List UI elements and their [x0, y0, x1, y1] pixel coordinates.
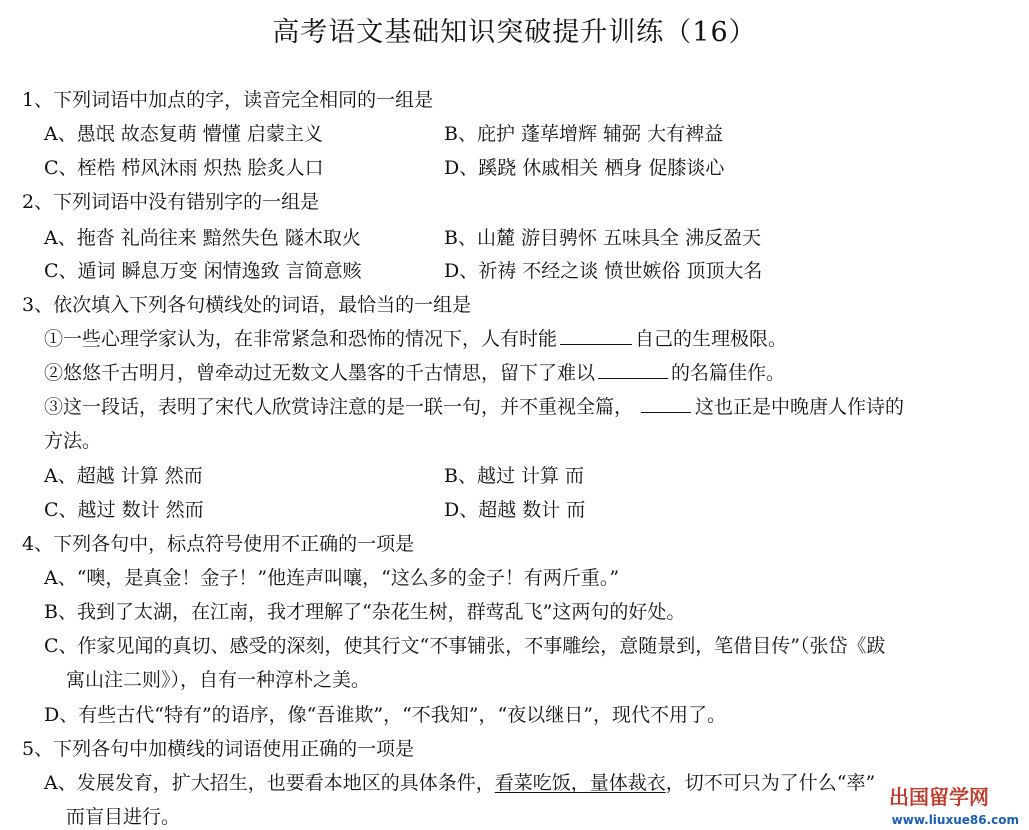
q3-sentence-2 [44, 364, 785, 383]
q3-option-d: D、超越 数计 而 [444, 499, 586, 521]
q3-s2-blank [598, 377, 668, 379]
q4-option-b: B、我到了太湖，在江南，我才理解了“杂花生树，群莺乱飞”这两句的好处。 [44, 601, 686, 623]
q3-s1-text-b: 自己的生理极限。 [635, 328, 788, 350]
q5-a-text-post: ，切不可只为了什么“率” [665, 772, 876, 794]
q3-sentence-3-cont: 方法。 [44, 430, 102, 452]
q5-option-a-cont: 而盲目进行。 [66, 806, 181, 828]
q3-s2-text-b: 的名篇佳作。 [671, 362, 786, 384]
q4-option-c: C、作家见闻的真切、感受的深刻，使其行文“不事铺张，不事雕绘，意随景到，笔借目传”（张岱《跋 [44, 635, 886, 657]
q3-option-a: A、超越 计算 然而 [44, 465, 203, 487]
q4-option-a: A、“噢，是真金！金子！”他连声叫嚷，“这么多的金子！有两斤重。” [44, 567, 620, 589]
q2-option-a: A、拖沓 礼尚往来 黯然失色 隧木取火 [44, 227, 361, 249]
q1-option-d: D、蹊跷 休戚相关 栖身 促膝谈心 [444, 157, 725, 179]
q3-sentence-3 [44, 398, 904, 417]
q3-s2-text-a: ②悠悠千古明月，曾牵动过无数文人墨客的千古情思，留下了难以 [44, 362, 596, 384]
q3-option-b: B、越过 计算 而 [444, 465, 585, 487]
q1-option-a: A、愚氓 故态复萌 懵懂 启蒙主义 [44, 123, 323, 145]
q2-option-c: C、遁词 瞬息万变 闲情逸致 言简意赅 [44, 260, 362, 282]
question-4-stem: 4、下列各句中，标点符号使用不正确的一项是 [22, 533, 415, 555]
q5-option-a [44, 774, 875, 793]
q3-s1-text-a: ①一些心理学家认为，在非常紧急和恐怖的情况下，人有时能 [44, 328, 558, 350]
q2-option-d: D、祈祷 不经之谈 愤世嫉俗 顶顶大名 [444, 260, 763, 282]
page-title: 高考语文基础知识突破提升训练（16） [272, 17, 757, 48]
q2-option-b: B、山麓 游目骋怀 五味具全 沸反盈天 [444, 227, 762, 249]
q5-a-underlined-phrase: 看菜吃饭，量体裁衣 [494, 772, 666, 794]
question-2-stem: 2、下列词语中没有错别字的一组是 [22, 191, 320, 213]
q3-option-c: C、越过 数计 然而 [44, 499, 204, 521]
q3-sentence-1 [44, 330, 787, 349]
q3-s3-text-b: 这也正是中晚唐人作诗的 [695, 396, 905, 418]
watermark-url: www.liuxue86.com [891, 813, 1019, 827]
question-5-stem: 5、下列各句中加横线的词语使用正确的一项是 [22, 738, 415, 760]
q1-option-b: B、庇护 蓬荜增辉 辅弼 大有裨益 [444, 123, 724, 145]
q4-option-d: D、有些古代“特有”的语序，像“吾谁欺”，“不我知”，“夜以继日”，现代不用了。 [44, 704, 726, 726]
q1-option-c: C、桎梏 栉风沐雨 炽热 脍炙人口 [44, 157, 324, 179]
watermark-brand: 出国留学网 [889, 785, 989, 809]
q3-s3-text-a: ③这一段话，表明了宋代人欣赏诗注意的是一联一句，并不重视全篇， [44, 396, 634, 418]
q4-option-c-cont: 寓山注二则》），自有一种淳朴之美。 [66, 669, 371, 691]
question-3-stem: 3、依次填入下列各句横线处的词语，最恰当的一组是 [22, 294, 472, 316]
q3-s1-blank [560, 343, 632, 345]
question-1-stem: 1、下列词语中加点的字，读音完全相同的一组是 [22, 89, 434, 111]
q3-s3-blank [641, 411, 691, 413]
q5-a-text-pre: A、发展发育，扩大招生，也要看本地区的具体条件， [44, 772, 495, 794]
